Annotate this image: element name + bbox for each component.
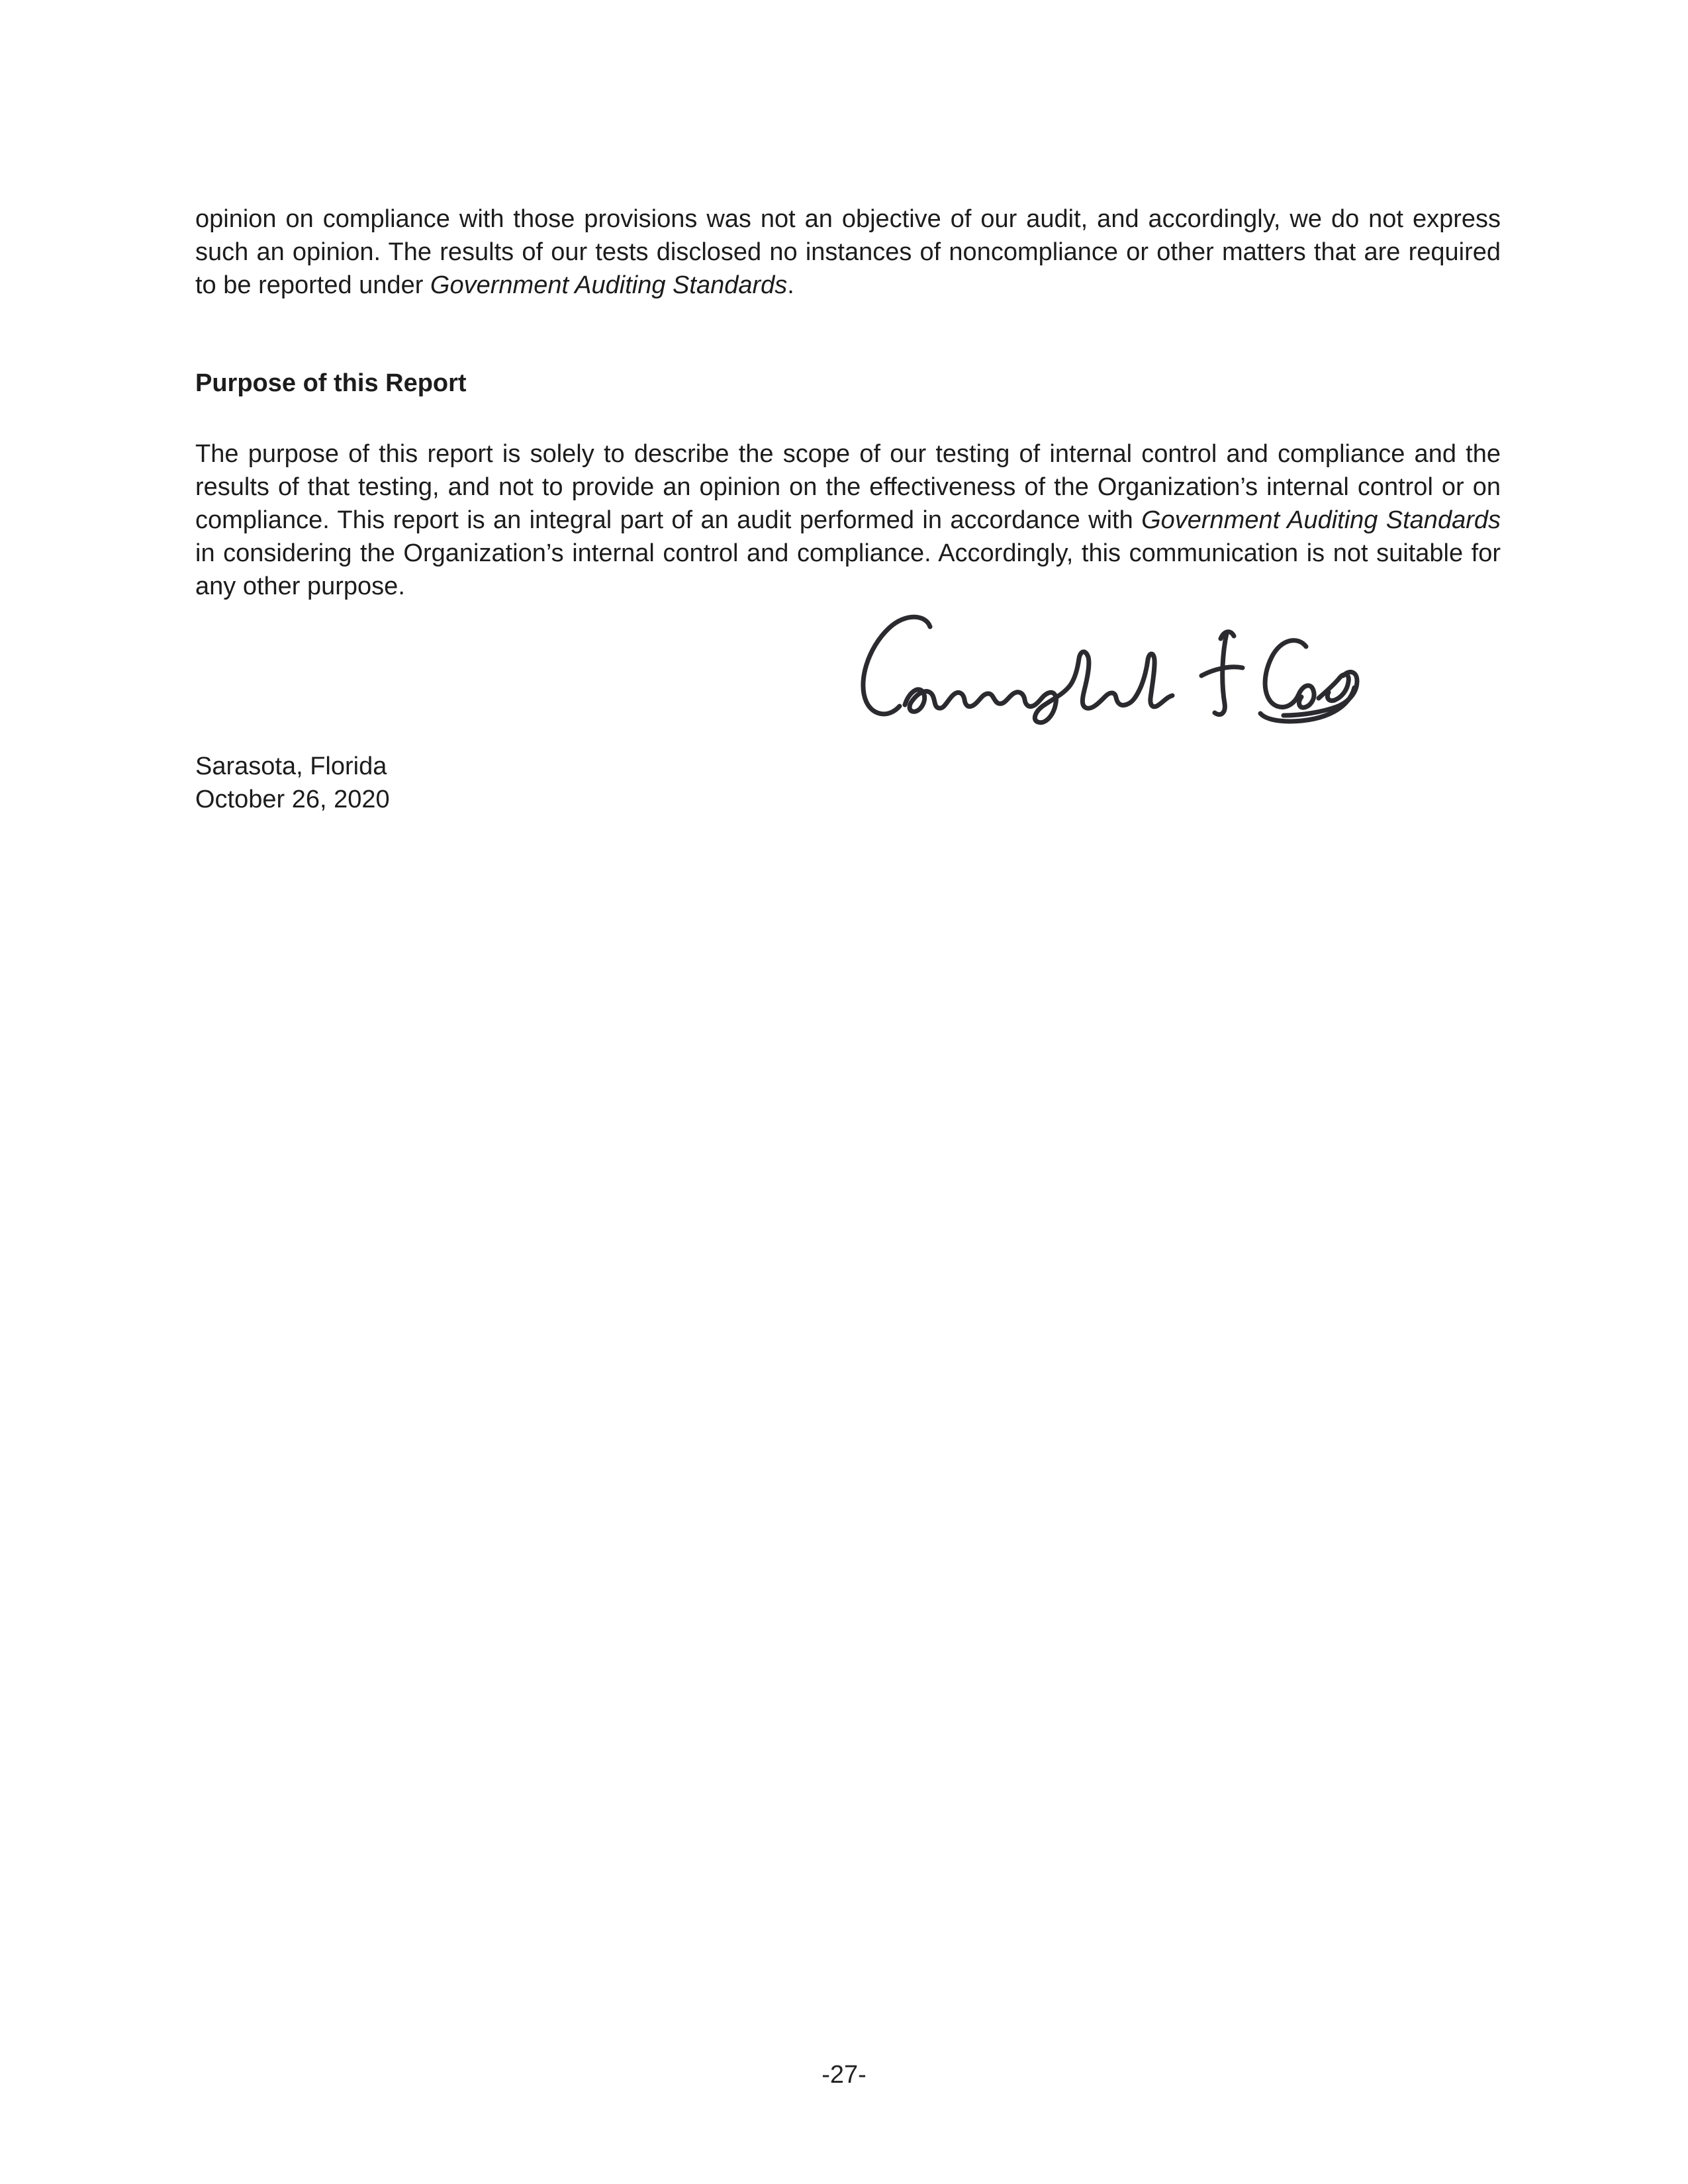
location-line: Sarasota, Florida bbox=[195, 752, 387, 780]
signoff-block bbox=[195, 750, 1501, 816]
date-line: October 26, 2020 bbox=[195, 786, 390, 813]
signature-block bbox=[831, 611, 1367, 730]
signature-stroke bbox=[863, 617, 930, 714]
section-heading-purpose: Purpose of this Report bbox=[195, 369, 467, 397]
italic-standards-citation: Government Auditing Standards bbox=[1141, 506, 1501, 534]
paragraph-text: opinion on compliance with those provisions was not an objective of our audit, and accordingly, we do not express such an opinion. The results of our tests disclosed no instances of noncompliance or other matters that are required to be reported under bbox=[195, 205, 1501, 299]
document-body bbox=[195, 203, 1501, 816]
page-number: -27- bbox=[821, 2061, 867, 2089]
paragraph-compliance-results bbox=[195, 203, 1501, 302]
handwritten-signature-image bbox=[831, 611, 1367, 730]
paragraph-purpose bbox=[195, 437, 1501, 603]
signature-stroke bbox=[1201, 632, 1243, 715]
signature-stroke bbox=[905, 652, 1172, 723]
paragraph-text: The purpose of this report is solely to describe the scope of our testing of internal control and compliance and the results of that testing, and not to provide an opinion on the effectiveness of the Organization’s internal control or on compliance. This report is an integral part of an audit performed in accordance with bbox=[195, 440, 1501, 534]
paragraph-text: in considering the Organization’s internal control and compliance. Accordingly, this communication is not suitable for any other purpose. bbox=[195, 539, 1501, 600]
signature-stroke bbox=[1260, 641, 1357, 721]
paragraph-text: . bbox=[787, 271, 794, 299]
italic-standards-citation: Government Auditing Standards bbox=[430, 271, 788, 299]
